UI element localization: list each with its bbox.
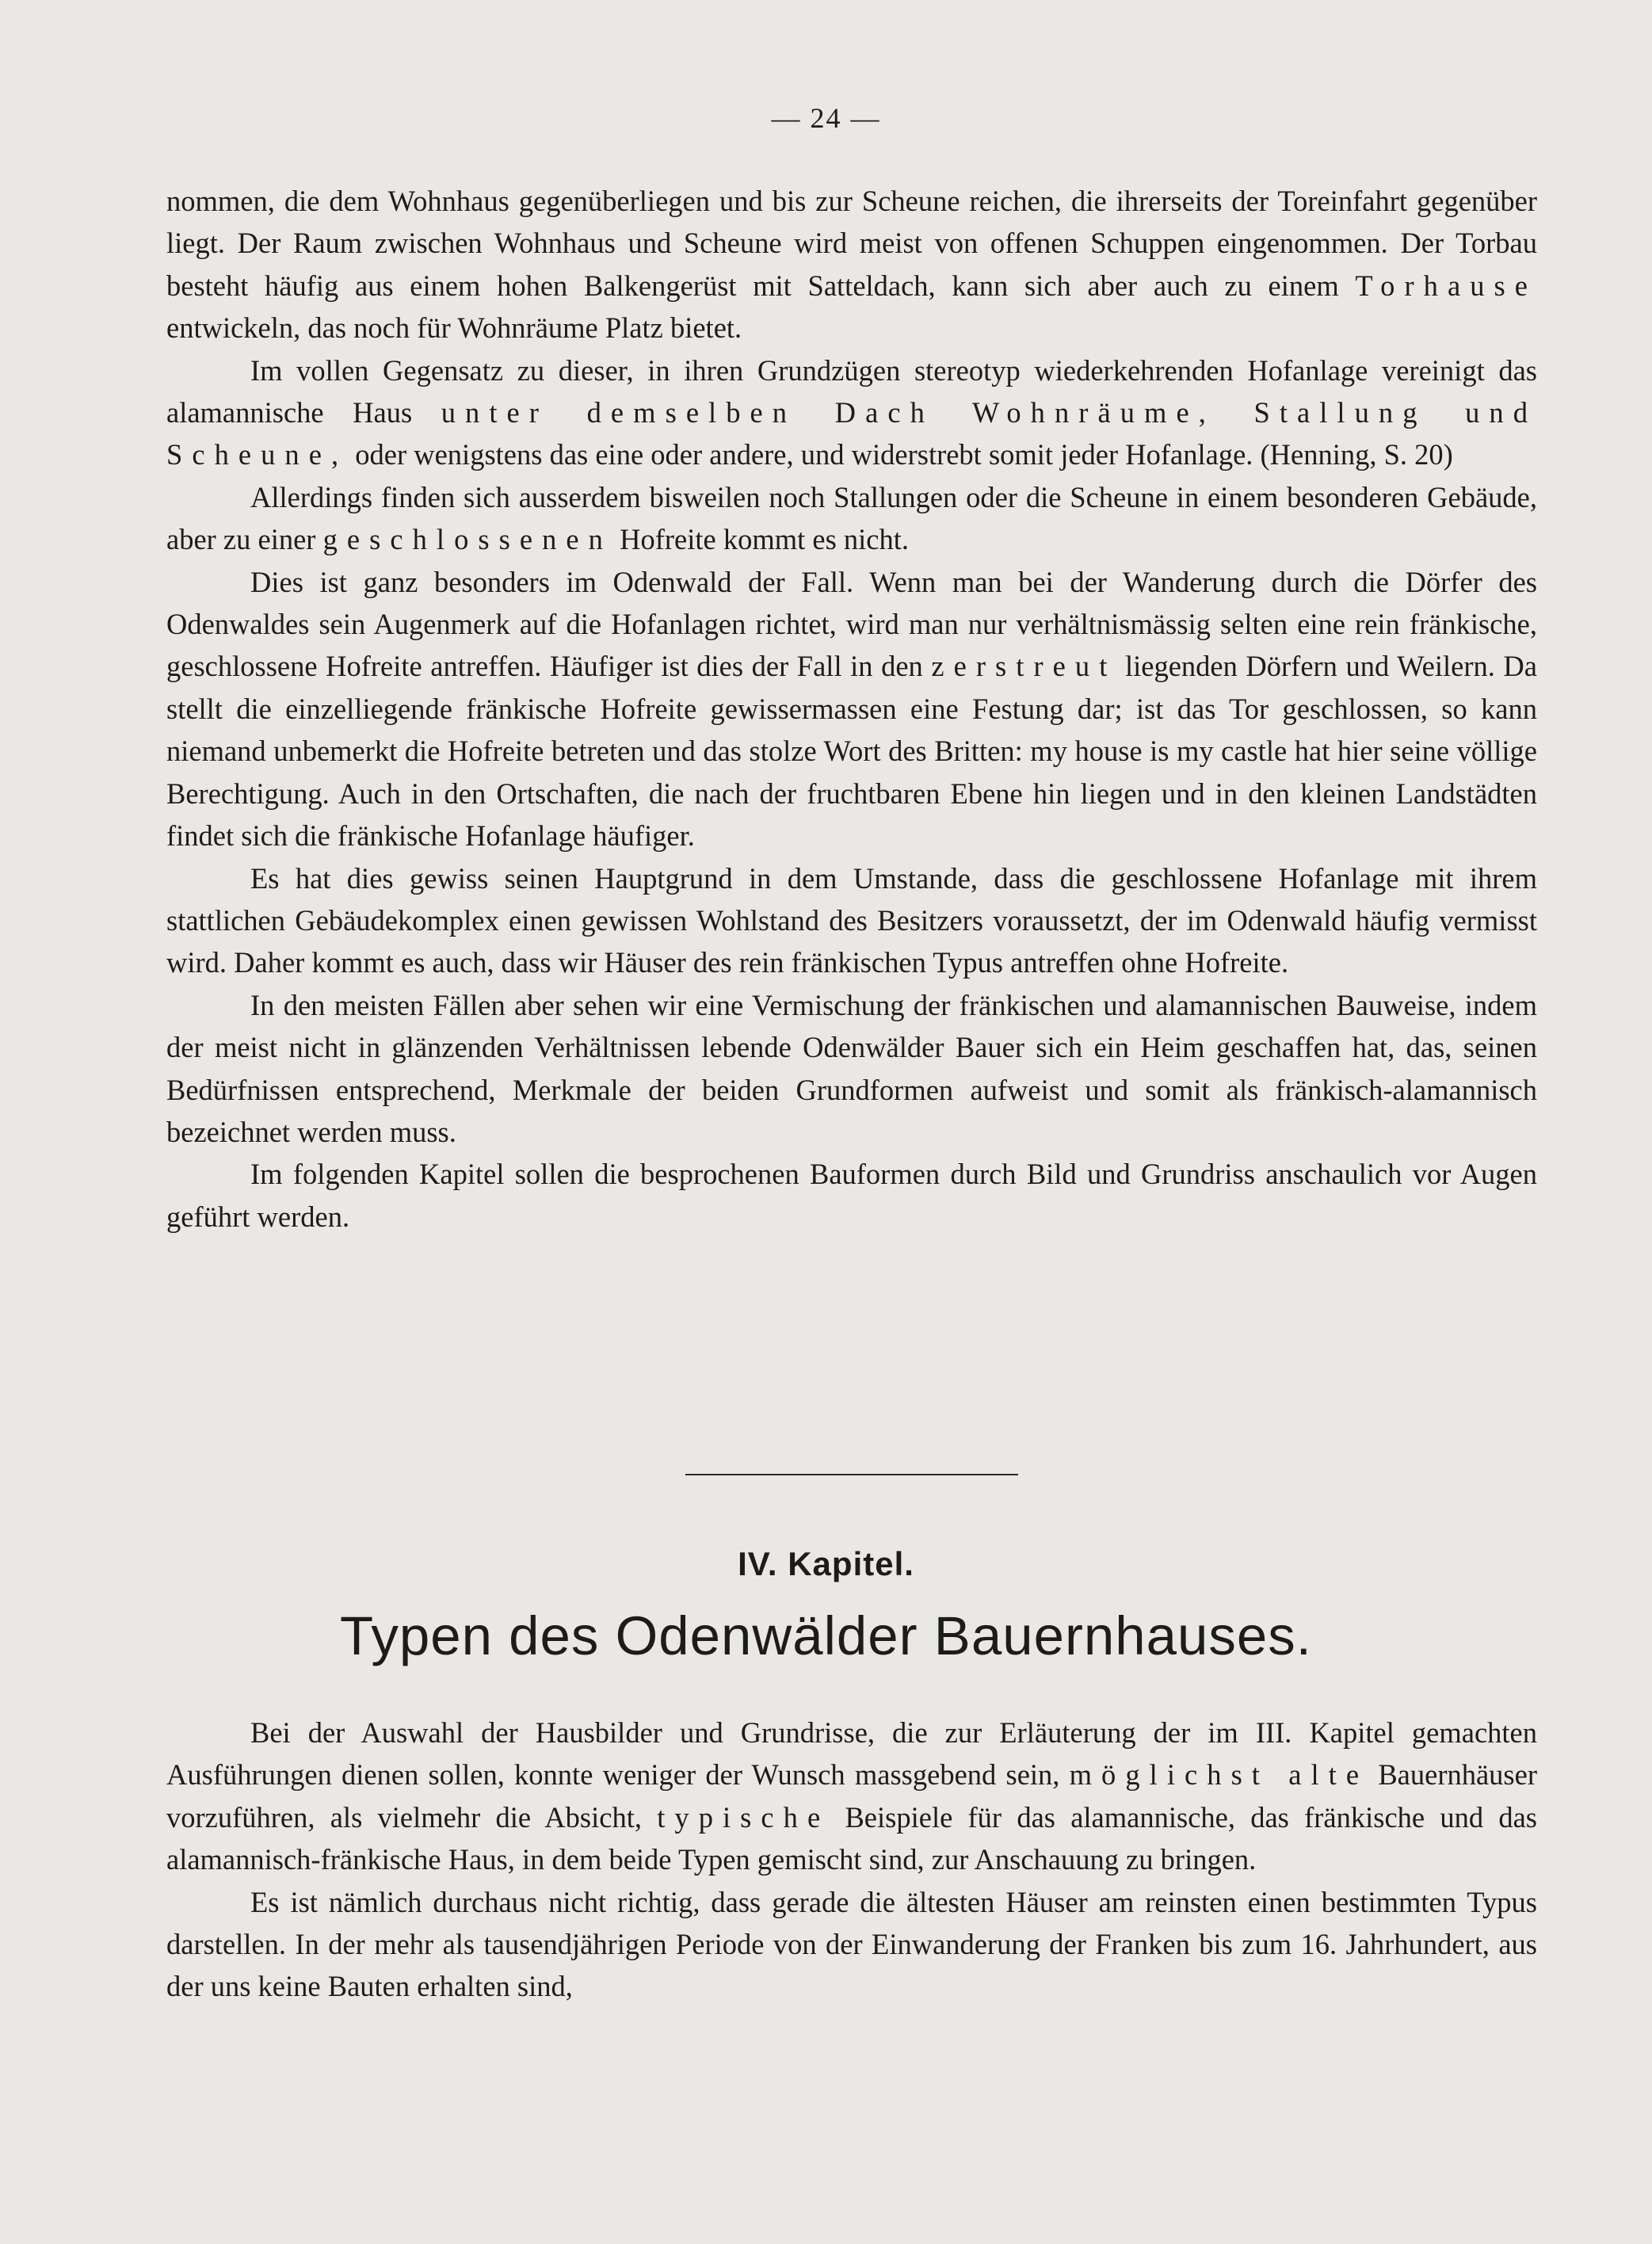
paragraph: Dies ist ganz besonders im Odenwald der Fall. Wenn man bei der Wanderung durch die Dörfer des Odenwaldes sein Augenmerk auf die Hofanlagen richtet, wird man nur verhältnismässig selten eine rein fränkische, geschlossene Hofreite antreffen. Häufiger ist dies der Fall in den zerstreut liegenden Dörfern und Weilern. Da stellt die einzelliegende fränkische Hofreite gewissermassen eine Festung dar; ist das Tor geschlossen, so kann niemand unbemerkt die Hofreite betreten und das stolze Wort des Britten: my house is my castle hat hier seine völlige Berechtigung. Auch in den Ortschaften, die nach der fruchtbaren Ebene hin liegen und in den kleinen Landstädten findet sich die fränkische Hofanlage häufiger. [166,565,1537,853]
chapter-label: IV. Kapitel. [738,1545,914,1582]
spaced-emphasis: typische [657,1800,830,1834]
paragraph: Allerdings finden sich ausserdem bisweilen noch Stallungen oder die Scheune in einem besonderen Gebäude, aber zu einer geschlossenen Hofreite kommt es nicht. [166,480,1537,556]
spaced-emphasis: geschlossenen [322,523,612,556]
paragraph: In den meisten Fällen aber sehen wir eine Vermischung der fränkischen und alamannischen Bauweise, indem der meist nicht in glänzenden Verhältnissen lebende Odenwälder Bauer sich ein Heim geschaffen hat, das, seinen Bedürfnissen entsprechend, Merkmale der beiden Grundformen aufweist und somit als fränkisch-alamannisch bezeichnet werden muss. [166,988,1537,1148]
paragraph: Bei der Auswahl der Hausbilder und Grundrisse, die zur Erläuterung der im III. Kapitel gemachten Ausführungen dienen sollen, konnte weniger der Wunsch massgebend sein, möglichst alte Bauernhäuser vorzuführen, als vielmehr die Absicht, typische Beispiele für das alamannische, das fränkische und das alamannisch-fränkische Haus, in dem beide Typen gemischt sind, zur Anschauung zu bringen. [166,1716,1537,1876]
paragraph: nommen, die dem Wohnhaus gegenüberliegen und bis zur Scheune reichen, die ihrerseits der Toreinfahrt gegenüber liegt. Der Raum zwischen Wohnhaus und Scheune wird meist von offenen Schuppen eingenommen. Der Torbau besteht häufig aus einem hohen Balkengerüst mit Satteldach, kann sich aber auch zu einem Torhause entwickeln, das noch für Wohnräume Platz bietet. [166,185,1537,345]
paragraph: Im vollen Gegensatz zu dieser, in ihren Grundzügen stereotyp wiederkehrenden Hofanlage vereinigt das alamannische Haus unter demselben Dach Wohnräume, Stallung und Scheune, oder wenigstens das eine oder andere, und widerstrebt somit jeder Hofanlage. (Henning, S. 20) [166,353,1537,471]
body-text-section-1 [166,180,1537,1238]
spaced-emphasis: zerstreut [931,650,1117,683]
body-text-section-2 [166,1712,1537,2008]
section-divider [685,1474,1018,1475]
page-number: — 24 — [771,102,881,134]
spaced-emphasis: Torhause [1355,269,1537,302]
spaced-emphasis: möglichst alte [1069,1758,1369,1792]
paragraph: Es hat dies gewiss seinen Hauptgrund in dem Umstande, dass die geschlossene Hofanlage mit ihrem stattlichen Gebäudekomplex einen gewissen Wohlstand des Besitzers voraussetzt, der im Odenwald häufig vermisst wird. Daher kommt es auch, dass wir Häuser des rein fränkischen Typus antreffen ohne Hofreite. [166,861,1537,979]
chapter-title: Typen des Odenwälder Bauernhauses. [340,1605,1312,1666]
spaced-emphasis: unter demselben Dach Wohnräume, Stallung und Scheune, [166,396,1537,471]
paragraph: Im folgenden Kapitel sollen die besprochenen Bauformen durch Bild und Grundriss anschaulich vor Augen geführt werden. [166,1158,1537,1233]
paragraph: Es ist nämlich durchaus nicht richtig, dass gerade die ältesten Häuser am reinsten einen bestimmten Typus darstellen. In der mehr als tausendjährigen Periode von der Einwanderung der Franken bis zum 16. Jahrhundert, aus der uns keine Bauten erhalten sind, [166,1885,1537,2003]
